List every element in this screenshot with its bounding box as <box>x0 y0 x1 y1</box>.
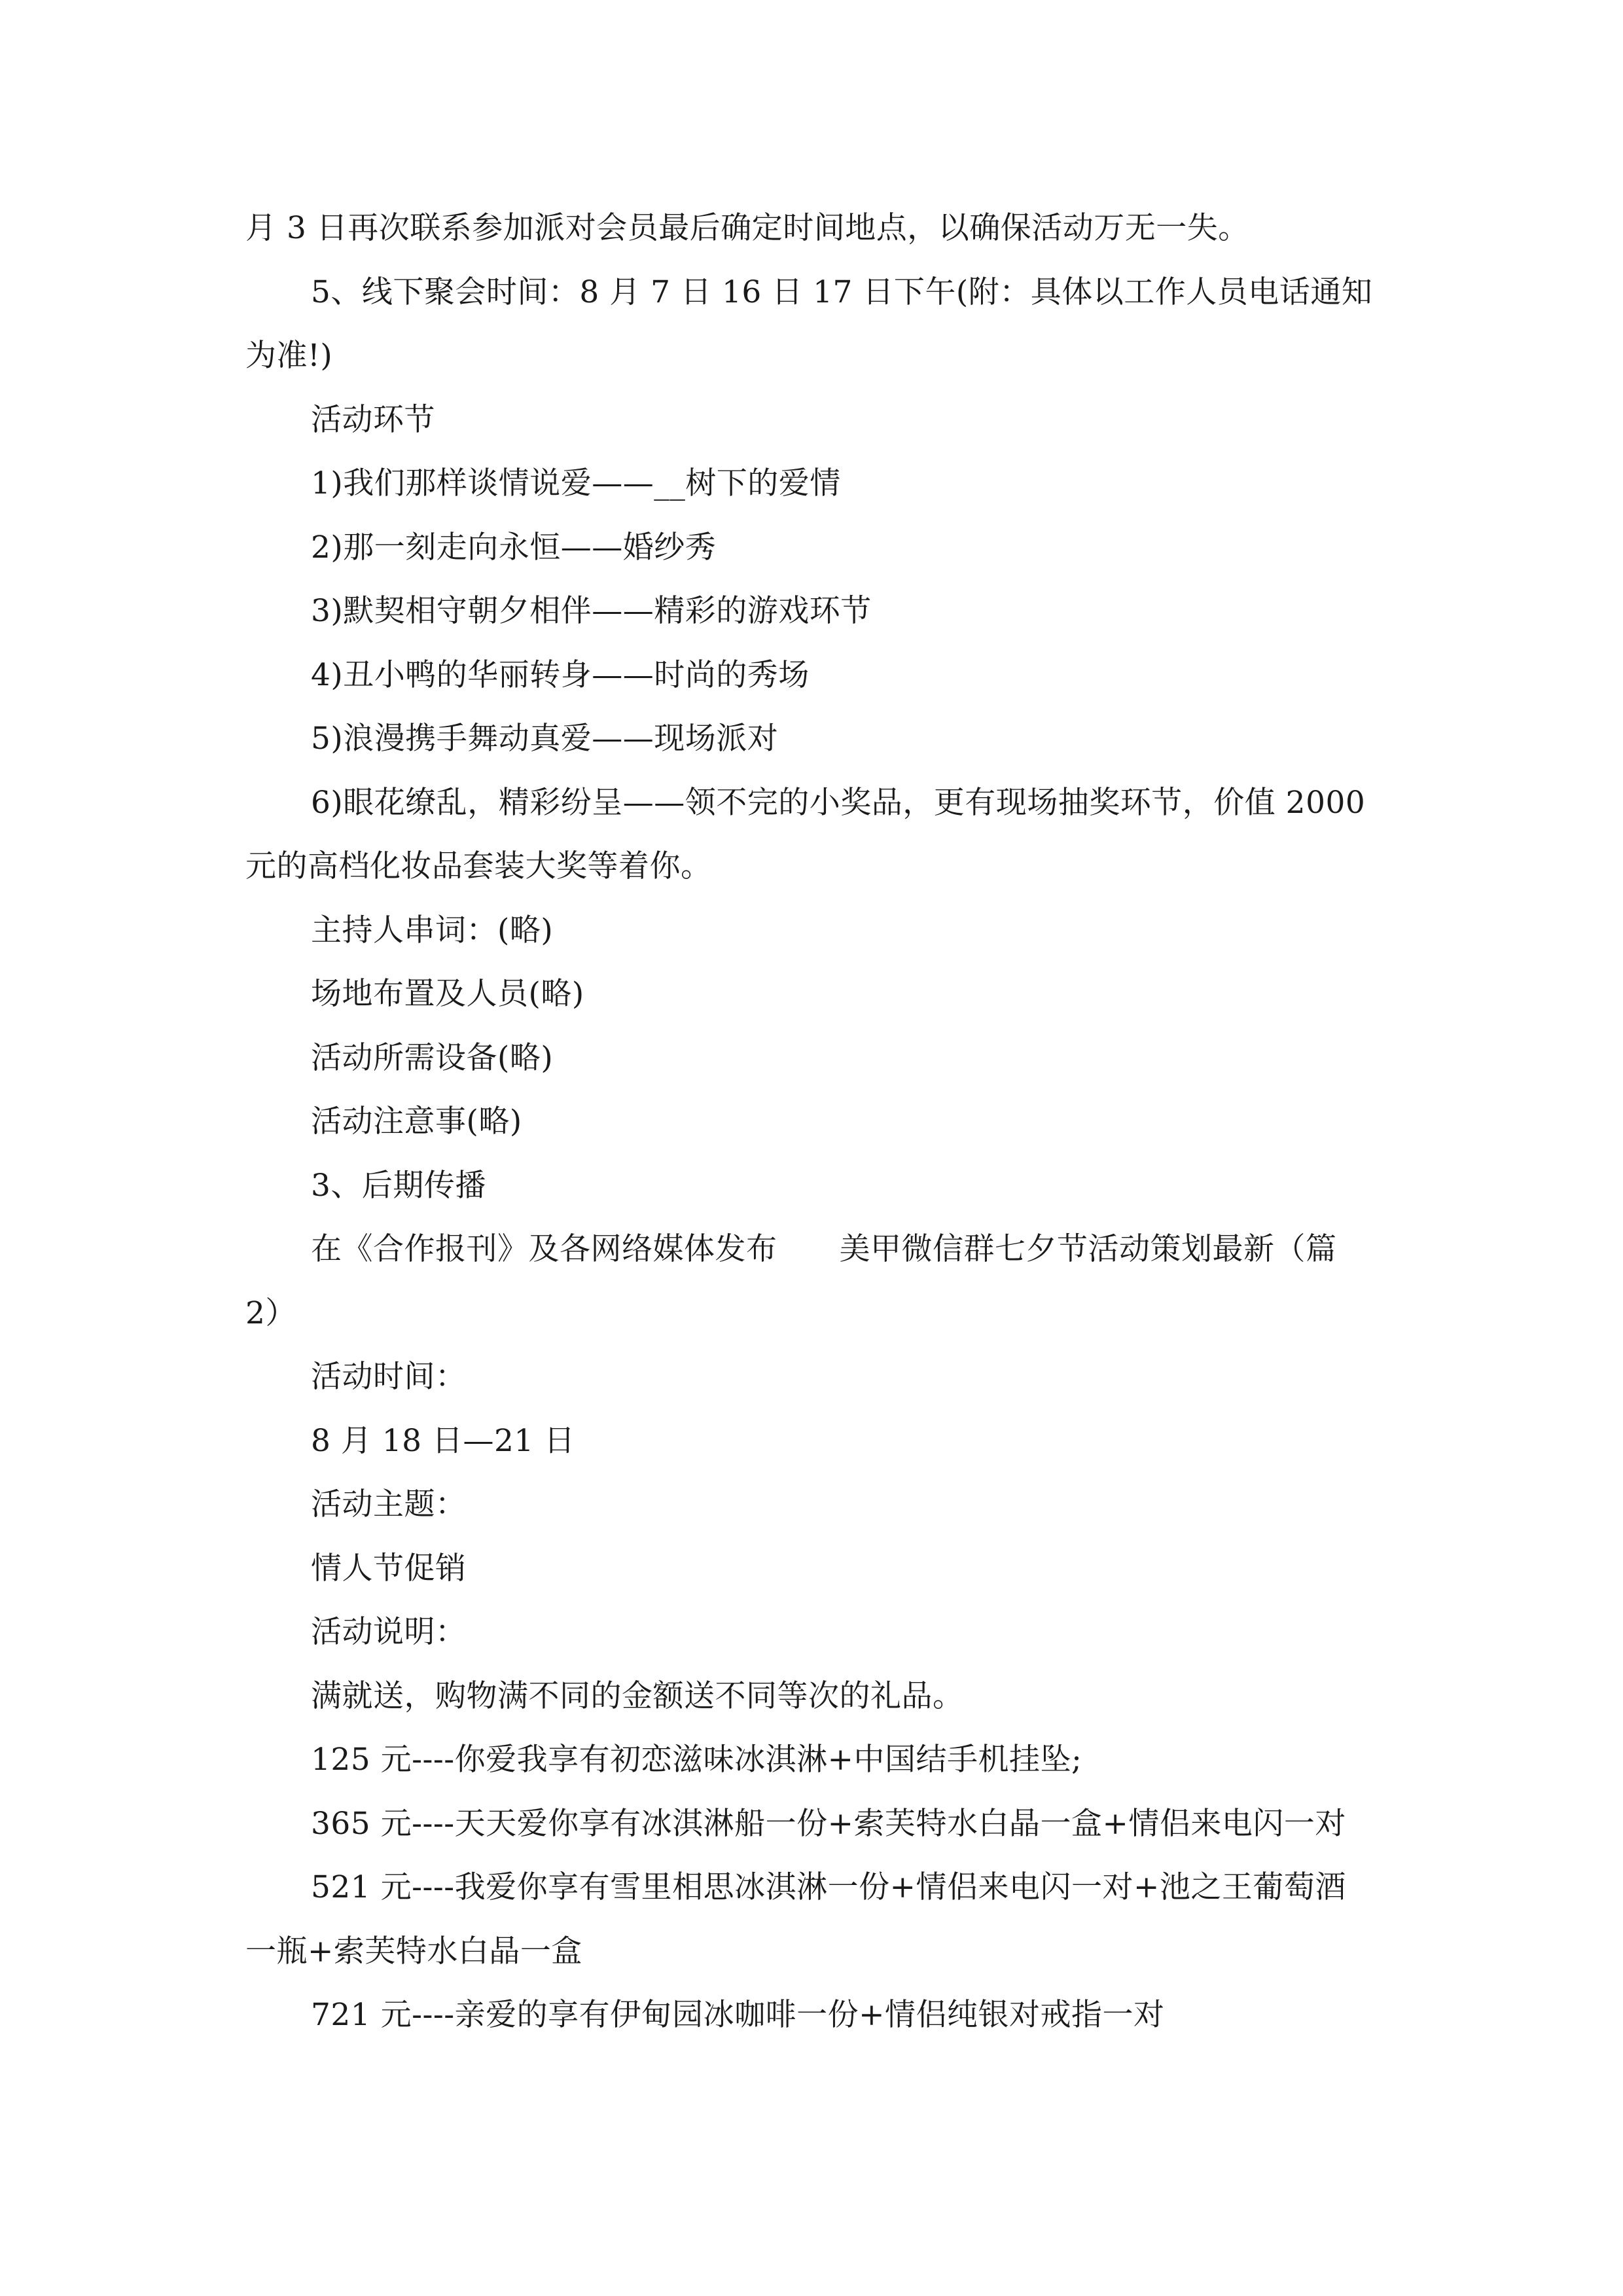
field-value: 满就送，购物满不同的金额送不同等次的礼品。 <box>311 1677 964 1714</box>
list-item: 6)眼花缭乱，精彩纷呈——领不完的小奖品，更有现场抽奖环节，价值 2000 <box>311 784 1366 821</box>
text-line: 在《合作报刊》及各网络媒体发布 美甲微信群七夕节活动策划最新（篇 <box>311 1231 1337 1267</box>
price-tier-line: 125 元----你爱我享有初恋滋味冰淇淋+中国结手机挂坠; <box>311 1742 1082 1778</box>
text-line: 5、线下聚会时间：8 月 7 日 16 日 17 日下午(附：具体以工作人员电话通知 <box>311 274 1373 310</box>
text-line: 场地布置及人员(略) <box>311 976 584 1012</box>
text-line: 元的高档化妆品套装大奖等着你。 <box>245 848 712 884</box>
list-item: 1)我们那样谈情说爱——__树下的爱情 <box>311 465 841 501</box>
list-item: 5)浪漫携手舞动真爱——现场派对 <box>311 721 779 757</box>
list-item: 4)丑小鸭的华丽转身——时尚的秀场 <box>311 656 810 693</box>
text-line: 为准!) <box>245 338 333 374</box>
price-tier-line: 721 元----亲爱的享有伊甸园冰咖啡一份+情侣纯银对戒指一对 <box>311 1997 1165 2033</box>
document-body <box>245 196 1378 2047</box>
section-heading: 3、后期传播 <box>311 1167 486 1204</box>
text-line: 2） <box>245 1295 296 1331</box>
text-line: 活动所需设备(略) <box>311 1039 554 1076</box>
field-value: 情人节促销 <box>311 1550 467 1587</box>
list-item: 2)那一刻走向永恒——婚纱秀 <box>311 529 717 565</box>
text-line: 月 3 日再次联系参加派对会员最后确定时间地点，以确保活动万无一失。 <box>245 210 1249 246</box>
price-tier-line: 一瓶+索芙特水白晶一盒 <box>245 1933 582 1969</box>
field-label: 活动时间： <box>311 1359 467 1395</box>
list-item: 3)默契相守朝夕相伴——精彩的游戏环节 <box>311 593 872 629</box>
field-label: 活动说明： <box>311 1614 467 1650</box>
field-value: 8 月 18 日—21 日 <box>311 1422 575 1459</box>
price-tier-line: 365 元----天天爱你享有冰淇淋船一份+索芙特水白晶一盒+情侣来电闪一对 <box>311 1805 1346 1842</box>
section-heading: 活动环节 <box>311 401 435 438</box>
price-tier-line: 521 元----我爱你享有雪里相思冰淇淋一份+情侣来电闪一对+池之王葡萄酒 <box>311 1869 1346 1905</box>
text-line: 主持人串词：(略) <box>311 912 554 948</box>
field-label: 活动主题： <box>311 1486 467 1522</box>
text-line: 活动注意事(略) <box>311 1103 522 1139</box>
